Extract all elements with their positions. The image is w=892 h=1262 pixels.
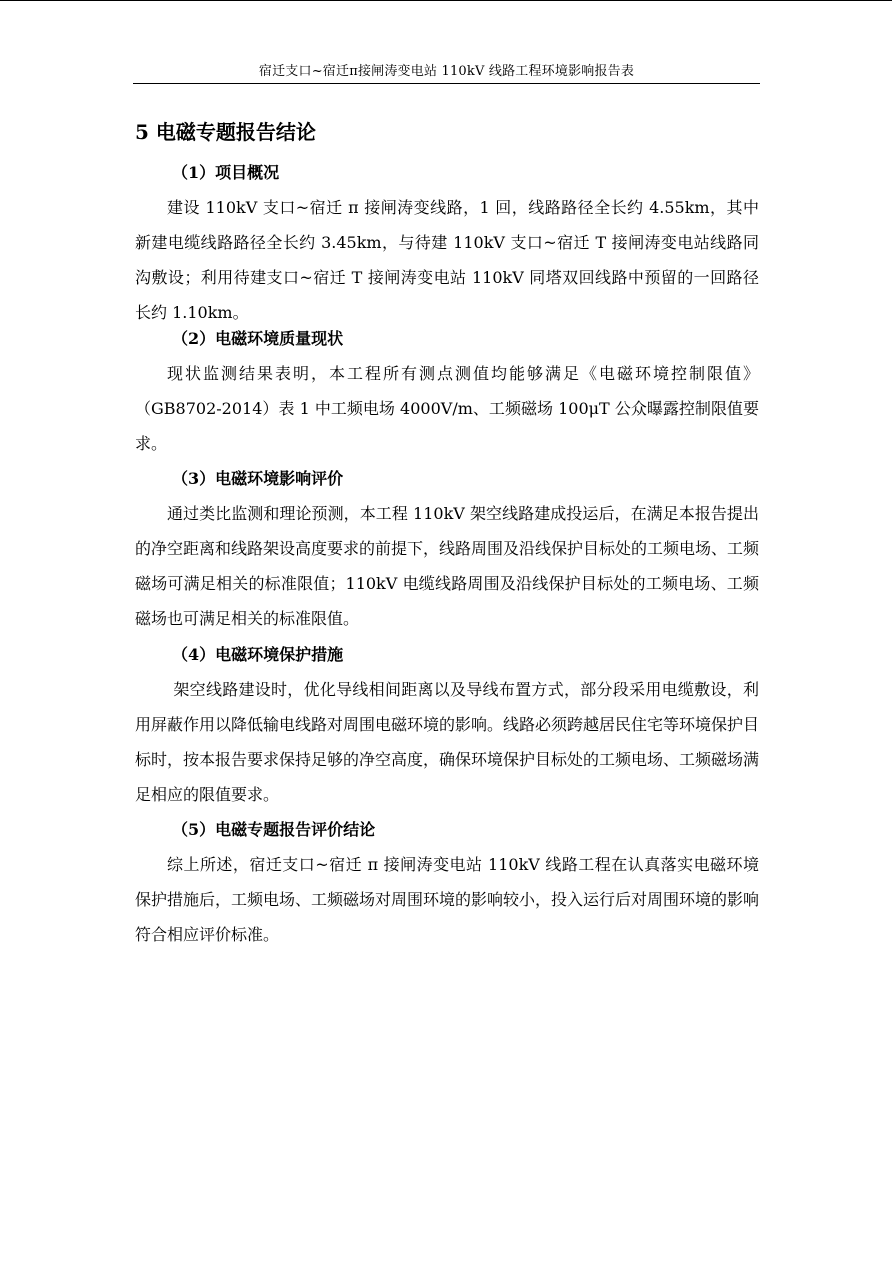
paragraph-project-overview: 建设 110kV 支口~宿迁 π 接闸涛变线路，1 回，线路路径全长约 4.55km，其中新建电缆线路路径全长约 3.45km，与待建 110kV 支口~宿迁 T 接闸涛变电站线路同沟敷设；利用待建支口~宿迁 T 接闸涛变电站 110kV 同塔双回线路中预留的一回路径长约 1.10km。 bbox=[135, 198, 759, 322]
subsection-heading-em-conclusion: （5）电磁专题报告评价结论 bbox=[172, 820, 376, 839]
paragraph-em-quality: 现状监测结果表明，本工程所有测点测值均能够满足《电磁环境控制限值》（GB8702-2014）表 1 中工频电场 4000V/m、工频磁场 100μT 公众曝露控制限值要求。 bbox=[135, 364, 759, 453]
subsection-heading-project-overview: （1）项目概况 bbox=[172, 163, 280, 182]
page-header-title: 宿迁支口~宿迁π接闸涛变电站 110kV 线路工程环境影响报告表 bbox=[258, 64, 635, 79]
subsection-heading-em-impact: （3）电磁环境影响评价 bbox=[172, 469, 344, 488]
section-title: 5 电磁专题报告结论 bbox=[135, 120, 316, 144]
header-rule bbox=[133, 83, 760, 84]
paragraph-em-protection: 架空线路建设时，优化导线相间距离以及导线布置方式，部分段采用电缆敷设，利用屏蔽作用以降低输电线路对周围电磁环境的影响。线路必须跨越居民住宅等环境保护目标时，按本报告要求保持足够的净空高度，确保环境保护目标处的工频电场、工频磁场满足相应的限值要求。 bbox=[135, 680, 760, 804]
subsection-heading-em-quality: （2）电磁环境质量现状 bbox=[172, 329, 344, 348]
subsection-heading-em-protection: （4）电磁环境保护措施 bbox=[172, 645, 344, 664]
paragraph-em-impact: 通过类比监测和理论预测，本工程 110kV 架空线路建成投运后，在满足本报告提出的净空距离和线路架设高度要求的前提下，线路周围及沿线保护目标处的工频电场、工频磁场可满足相关的标准限值；110kV 电缆线路周围及沿线保护目标处的工频电场、工频磁场也可满足相关的标准限值。 bbox=[135, 504, 760, 628]
top-border-line bbox=[0, 0, 892, 1]
paragraph-em-conclusion: 综上所述，宿迁支口~宿迁 π 接闸涛变电站 110kV 线路工程在认真落实电磁环境保护措施后，工频电场、工频磁场对周围环境的影响较小，投入运行后对周围环境的影响符合相应评价标准。 bbox=[135, 855, 760, 944]
